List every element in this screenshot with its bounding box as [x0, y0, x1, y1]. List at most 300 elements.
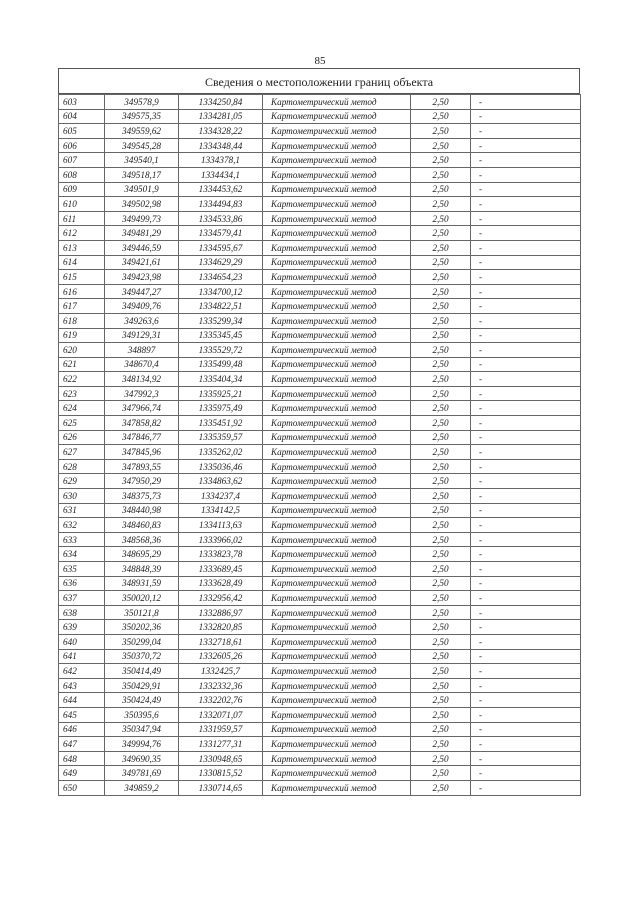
y-coordinate-cell: 1334579,41 [179, 226, 263, 241]
accuracy-cell: 2,50 [411, 226, 471, 241]
description-cell: - [471, 678, 581, 693]
description-cell: - [471, 167, 581, 182]
x-coordinate-cell: 349501,9 [105, 182, 179, 197]
accuracy-cell: 2,50 [411, 109, 471, 124]
point-number-cell: 605 [59, 124, 105, 139]
point-number-cell: 629 [59, 474, 105, 489]
method-cell: Картометрический метод [263, 445, 411, 460]
point-number-cell: 635 [59, 562, 105, 577]
point-number-cell: 604 [59, 109, 105, 124]
point-number-cell: 636 [59, 576, 105, 591]
table-row [59, 693, 581, 708]
point-number-cell: 613 [59, 240, 105, 255]
description-cell: - [471, 605, 581, 620]
x-coordinate-cell: 349859,2 [105, 780, 179, 795]
table-row [59, 751, 581, 766]
y-coordinate-cell: 1333966,02 [179, 532, 263, 547]
accuracy-cell: 2,50 [411, 328, 471, 343]
method-cell: Картометрический метод [263, 211, 411, 226]
y-coordinate-cell: 1333628,49 [179, 576, 263, 591]
table-row [59, 167, 581, 182]
point-number-cell: 607 [59, 153, 105, 168]
y-coordinate-cell: 1332332,36 [179, 678, 263, 693]
x-coordinate-cell: 350424,49 [105, 693, 179, 708]
coordinates-sheet [58, 68, 580, 796]
description-cell: - [471, 766, 581, 781]
x-coordinate-cell: 348375,73 [105, 489, 179, 504]
table-row [59, 416, 581, 431]
x-coordinate-cell: 349781,69 [105, 766, 179, 781]
method-cell: Картометрический метод [263, 313, 411, 328]
x-coordinate-cell: 348695,29 [105, 547, 179, 562]
table-row [59, 109, 581, 124]
table-row [59, 605, 581, 620]
point-number-cell: 648 [59, 751, 105, 766]
table-row [59, 197, 581, 212]
point-number-cell: 638 [59, 605, 105, 620]
method-cell: Картометрический метод [263, 780, 411, 795]
accuracy-cell: 2,50 [411, 270, 471, 285]
accuracy-cell: 2,50 [411, 138, 471, 153]
method-cell: Картометрический метод [263, 693, 411, 708]
description-cell: - [471, 722, 581, 737]
table-row [59, 284, 581, 299]
x-coordinate-cell: 350020,12 [105, 591, 179, 606]
point-number-cell: 619 [59, 328, 105, 343]
method-cell: Картометрический метод [263, 270, 411, 285]
point-number-cell: 621 [59, 357, 105, 372]
accuracy-cell: 2,50 [411, 153, 471, 168]
y-coordinate-cell: 1332718,61 [179, 634, 263, 649]
description-cell: - [471, 95, 581, 110]
x-coordinate-cell: 350202,36 [105, 620, 179, 635]
accuracy-cell: 2,50 [411, 518, 471, 533]
point-number-cell: 611 [59, 211, 105, 226]
y-coordinate-cell: 1335262,02 [179, 445, 263, 460]
method-cell: Картометрический метод [263, 197, 411, 212]
description-cell: - [471, 197, 581, 212]
description-cell: - [471, 153, 581, 168]
x-coordinate-cell: 349499,73 [105, 211, 179, 226]
accuracy-cell: 2,50 [411, 678, 471, 693]
point-number-cell: 606 [59, 138, 105, 153]
x-coordinate-cell: 349545,28 [105, 138, 179, 153]
x-coordinate-cell: 347845,96 [105, 445, 179, 460]
description-cell: - [471, 474, 581, 489]
accuracy-cell: 2,50 [411, 372, 471, 387]
y-coordinate-cell: 1335529,72 [179, 343, 263, 358]
description-cell: - [471, 284, 581, 299]
point-number-cell: 641 [59, 649, 105, 664]
x-coordinate-cell: 349994,76 [105, 737, 179, 752]
description-cell: - [471, 649, 581, 664]
accuracy-cell: 2,50 [411, 445, 471, 460]
y-coordinate-cell: 1334595,67 [179, 240, 263, 255]
page-number: 85 [314, 55, 326, 67]
coordinates-table [58, 94, 581, 796]
accuracy-cell: 2,50 [411, 722, 471, 737]
y-coordinate-cell: 1335451,92 [179, 416, 263, 431]
accuracy-cell: 2,50 [411, 313, 471, 328]
y-coordinate-cell: 1333689,45 [179, 562, 263, 577]
accuracy-cell: 2,50 [411, 474, 471, 489]
point-number-cell: 647 [59, 737, 105, 752]
y-coordinate-cell: 1332956,42 [179, 591, 263, 606]
description-cell: - [471, 489, 581, 504]
description-cell: - [471, 226, 581, 241]
x-coordinate-cell: 349263,6 [105, 313, 179, 328]
y-coordinate-cell: 1335359,57 [179, 430, 263, 445]
method-cell: Картометрический метод [263, 240, 411, 255]
table-row [59, 313, 581, 328]
y-coordinate-cell: 1335925,21 [179, 386, 263, 401]
y-coordinate-cell: 1334700,12 [179, 284, 263, 299]
y-coordinate-cell: 1334494,83 [179, 197, 263, 212]
accuracy-cell: 2,50 [411, 591, 471, 606]
description-cell: - [471, 255, 581, 270]
method-cell: Картометрический метод [263, 474, 411, 489]
table-row [59, 138, 581, 153]
table-row [59, 459, 581, 474]
table-row [59, 503, 581, 518]
point-number-cell: 627 [59, 445, 105, 460]
x-coordinate-cell: 349129,31 [105, 328, 179, 343]
x-coordinate-cell: 349502,98 [105, 197, 179, 212]
description-cell: - [471, 518, 581, 533]
x-coordinate-cell: 348931,59 [105, 576, 179, 591]
point-number-cell: 623 [59, 386, 105, 401]
table-row [59, 664, 581, 679]
table-row [59, 707, 581, 722]
description-cell: - [471, 416, 581, 431]
y-coordinate-cell: 1332425,7 [179, 664, 263, 679]
x-coordinate-cell: 350395,6 [105, 707, 179, 722]
point-number-cell: 637 [59, 591, 105, 606]
point-number-cell: 620 [59, 343, 105, 358]
accuracy-cell: 2,50 [411, 197, 471, 212]
description-cell: - [471, 620, 581, 635]
description-cell: - [471, 707, 581, 722]
point-number-cell: 616 [59, 284, 105, 299]
method-cell: Картометрический метод [263, 678, 411, 693]
table-row [59, 211, 581, 226]
table-row [59, 226, 581, 241]
point-number-cell: 628 [59, 459, 105, 474]
y-coordinate-cell: 1334863,62 [179, 474, 263, 489]
accuracy-cell: 2,50 [411, 386, 471, 401]
description-cell: - [471, 328, 581, 343]
point-number-cell: 646 [59, 722, 105, 737]
point-number-cell: 631 [59, 503, 105, 518]
y-coordinate-cell: 1335975,49 [179, 401, 263, 416]
accuracy-cell: 2,50 [411, 401, 471, 416]
method-cell: Картометрический метод [263, 489, 411, 504]
method-cell: Картометрический метод [263, 634, 411, 649]
table-row [59, 547, 581, 562]
description-cell: - [471, 270, 581, 285]
method-cell: Картометрический метод [263, 503, 411, 518]
point-number-cell: 615 [59, 270, 105, 285]
description-cell: - [471, 109, 581, 124]
point-number-cell: 625 [59, 416, 105, 431]
x-coordinate-cell: 350347,94 [105, 722, 179, 737]
method-cell: Картометрический метод [263, 737, 411, 752]
accuracy-cell: 2,50 [411, 532, 471, 547]
table-row [59, 489, 581, 504]
description-cell: - [471, 430, 581, 445]
accuracy-cell: 2,50 [411, 430, 471, 445]
point-number-cell: 603 [59, 95, 105, 110]
method-cell: Картометрический метод [263, 372, 411, 387]
method-cell: Картометрический метод [263, 547, 411, 562]
x-coordinate-cell: 349447,27 [105, 284, 179, 299]
table-row [59, 153, 581, 168]
x-coordinate-cell: 347846,77 [105, 430, 179, 445]
method-cell: Картометрический метод [263, 518, 411, 533]
x-coordinate-cell: 348670,4 [105, 357, 179, 372]
method-cell: Картометрический метод [263, 124, 411, 139]
method-cell: Картометрический метод [263, 95, 411, 110]
y-coordinate-cell: 1330948,65 [179, 751, 263, 766]
point-number-cell: 649 [59, 766, 105, 781]
point-number-cell: 626 [59, 430, 105, 445]
x-coordinate-cell: 349423,98 [105, 270, 179, 285]
table-row [59, 445, 581, 460]
description-cell: - [471, 343, 581, 358]
method-cell: Картометрический метод [263, 722, 411, 737]
table-row [59, 562, 581, 577]
table-row [59, 722, 581, 737]
x-coordinate-cell: 349518,17 [105, 167, 179, 182]
table-row [59, 343, 581, 358]
method-cell: Картометрический метод [263, 591, 411, 606]
x-coordinate-cell: 349540,1 [105, 153, 179, 168]
description-cell: - [471, 401, 581, 416]
description-cell: - [471, 138, 581, 153]
table-row [59, 401, 581, 416]
x-coordinate-cell: 347966,74 [105, 401, 179, 416]
description-cell: - [471, 693, 581, 708]
accuracy-cell: 2,50 [411, 299, 471, 314]
method-cell: Картометрический метод [263, 328, 411, 343]
accuracy-cell: 2,50 [411, 620, 471, 635]
table-row [59, 386, 581, 401]
x-coordinate-cell: 349409,76 [105, 299, 179, 314]
method-cell: Картометрический метод [263, 386, 411, 401]
table-row [59, 372, 581, 387]
method-cell: Картометрический метод [263, 416, 411, 431]
x-coordinate-cell: 349559,62 [105, 124, 179, 139]
accuracy-cell: 2,50 [411, 751, 471, 766]
accuracy-cell: 2,50 [411, 605, 471, 620]
accuracy-cell: 2,50 [411, 240, 471, 255]
x-coordinate-cell: 348134,92 [105, 372, 179, 387]
accuracy-cell: 2,50 [411, 562, 471, 577]
method-cell: Картометрический метод [263, 620, 411, 635]
table-row [59, 780, 581, 795]
description-cell: - [471, 562, 581, 577]
accuracy-cell: 2,50 [411, 357, 471, 372]
method-cell: Картометрический метод [263, 562, 411, 577]
point-number-cell: 643 [59, 678, 105, 693]
table-row [59, 182, 581, 197]
point-number-cell: 650 [59, 780, 105, 795]
point-number-cell: 612 [59, 226, 105, 241]
x-coordinate-cell: 349578,9 [105, 95, 179, 110]
x-coordinate-cell: 350370,72 [105, 649, 179, 664]
table-row [59, 532, 581, 547]
method-cell: Картометрический метод [263, 182, 411, 197]
table-row [59, 240, 581, 255]
point-number-cell: 645 [59, 707, 105, 722]
point-number-cell: 640 [59, 634, 105, 649]
method-cell: Картометрический метод [263, 226, 411, 241]
description-cell: - [471, 299, 581, 314]
accuracy-cell: 2,50 [411, 459, 471, 474]
y-coordinate-cell: 1332886,97 [179, 605, 263, 620]
y-coordinate-cell: 1332820,85 [179, 620, 263, 635]
point-number-cell: 639 [59, 620, 105, 635]
method-cell: Картометрический метод [263, 153, 411, 168]
accuracy-cell: 2,50 [411, 737, 471, 752]
y-coordinate-cell: 1334250,84 [179, 95, 263, 110]
method-cell: Картометрический метод [263, 707, 411, 722]
point-number-cell: 618 [59, 313, 105, 328]
method-cell: Картометрический метод [263, 343, 411, 358]
x-coordinate-cell: 350299,04 [105, 634, 179, 649]
y-coordinate-cell: 1334654,23 [179, 270, 263, 285]
accuracy-cell: 2,50 [411, 211, 471, 226]
method-cell: Картометрический метод [263, 751, 411, 766]
point-number-cell: 634 [59, 547, 105, 562]
table-row [59, 576, 581, 591]
description-cell: - [471, 780, 581, 795]
x-coordinate-cell: 347858,82 [105, 416, 179, 431]
method-cell: Картометрический метод [263, 459, 411, 474]
point-number-cell: 610 [59, 197, 105, 212]
method-cell: Картометрический метод [263, 284, 411, 299]
table-row [59, 474, 581, 489]
x-coordinate-cell: 347950,29 [105, 474, 179, 489]
accuracy-cell: 2,50 [411, 95, 471, 110]
y-coordinate-cell: 1334237,4 [179, 489, 263, 504]
accuracy-cell: 2,50 [411, 124, 471, 139]
y-coordinate-cell: 1334629,29 [179, 255, 263, 270]
accuracy-cell: 2,50 [411, 649, 471, 664]
y-coordinate-cell: 1330815,52 [179, 766, 263, 781]
description-cell: - [471, 240, 581, 255]
accuracy-cell: 2,50 [411, 416, 471, 431]
y-coordinate-cell: 1331277,31 [179, 737, 263, 752]
y-coordinate-cell: 1335499,48 [179, 357, 263, 372]
method-cell: Картометрический метод [263, 167, 411, 182]
y-coordinate-cell: 1335345,45 [179, 328, 263, 343]
table-body [59, 95, 581, 796]
accuracy-cell: 2,50 [411, 576, 471, 591]
description-cell: - [471, 182, 581, 197]
table-row [59, 737, 581, 752]
x-coordinate-cell: 350121,8 [105, 605, 179, 620]
point-number-cell: 624 [59, 401, 105, 416]
y-coordinate-cell: 1334533,86 [179, 211, 263, 226]
description-cell: - [471, 211, 581, 226]
method-cell: Картометрический метод [263, 430, 411, 445]
y-coordinate-cell: 1334113,63 [179, 518, 263, 533]
x-coordinate-cell: 347992,3 [105, 386, 179, 401]
accuracy-cell: 2,50 [411, 343, 471, 358]
point-number-cell: 642 [59, 664, 105, 679]
point-number-cell: 632 [59, 518, 105, 533]
accuracy-cell: 2,50 [411, 693, 471, 708]
accuracy-cell: 2,50 [411, 489, 471, 504]
x-coordinate-cell: 348460,83 [105, 518, 179, 533]
method-cell: Картометрический метод [263, 649, 411, 664]
point-number-cell: 633 [59, 532, 105, 547]
y-coordinate-cell: 1334378,1 [179, 153, 263, 168]
y-coordinate-cell: 1334328,22 [179, 124, 263, 139]
y-coordinate-cell: 1334281,05 [179, 109, 263, 124]
y-coordinate-cell: 1334453,62 [179, 182, 263, 197]
accuracy-cell: 2,50 [411, 664, 471, 679]
method-cell: Картометрический метод [263, 766, 411, 781]
x-coordinate-cell: 349446,59 [105, 240, 179, 255]
y-coordinate-cell: 1330714,65 [179, 780, 263, 795]
accuracy-cell: 2,50 [411, 707, 471, 722]
method-cell: Картометрический метод [263, 357, 411, 372]
accuracy-cell: 2,50 [411, 284, 471, 299]
accuracy-cell: 2,50 [411, 167, 471, 182]
point-number-cell: 609 [59, 182, 105, 197]
table-row [59, 328, 581, 343]
accuracy-cell: 2,50 [411, 766, 471, 781]
method-cell: Картометрический метод [263, 664, 411, 679]
point-number-cell: 644 [59, 693, 105, 708]
description-cell: - [471, 313, 581, 328]
x-coordinate-cell: 348897 [105, 343, 179, 358]
description-cell: - [471, 124, 581, 139]
accuracy-cell: 2,50 [411, 634, 471, 649]
table-row [59, 649, 581, 664]
method-cell: Картометрический метод [263, 299, 411, 314]
y-coordinate-cell: 1332605,26 [179, 649, 263, 664]
y-coordinate-cell: 1332071,07 [179, 707, 263, 722]
x-coordinate-cell: 350414,49 [105, 664, 179, 679]
description-cell: - [471, 634, 581, 649]
point-number-cell: 608 [59, 167, 105, 182]
description-cell: - [471, 357, 581, 372]
table-row [59, 255, 581, 270]
y-coordinate-cell: 1331959,57 [179, 722, 263, 737]
y-coordinate-cell: 1334434,1 [179, 167, 263, 182]
x-coordinate-cell: 349575,35 [105, 109, 179, 124]
table-row [59, 124, 581, 139]
accuracy-cell: 2,50 [411, 255, 471, 270]
table-row [59, 766, 581, 781]
description-cell: - [471, 445, 581, 460]
accuracy-cell: 2,50 [411, 503, 471, 518]
method-cell: Картометрический метод [263, 532, 411, 547]
point-number-cell: 630 [59, 489, 105, 504]
description-cell: - [471, 386, 581, 401]
description-cell: - [471, 547, 581, 562]
description-cell: - [471, 751, 581, 766]
description-cell: - [471, 737, 581, 752]
accuracy-cell: 2,50 [411, 780, 471, 795]
table-row [59, 430, 581, 445]
x-coordinate-cell: 349481,29 [105, 226, 179, 241]
accuracy-cell: 2,50 [411, 182, 471, 197]
y-coordinate-cell: 1332202,76 [179, 693, 263, 708]
